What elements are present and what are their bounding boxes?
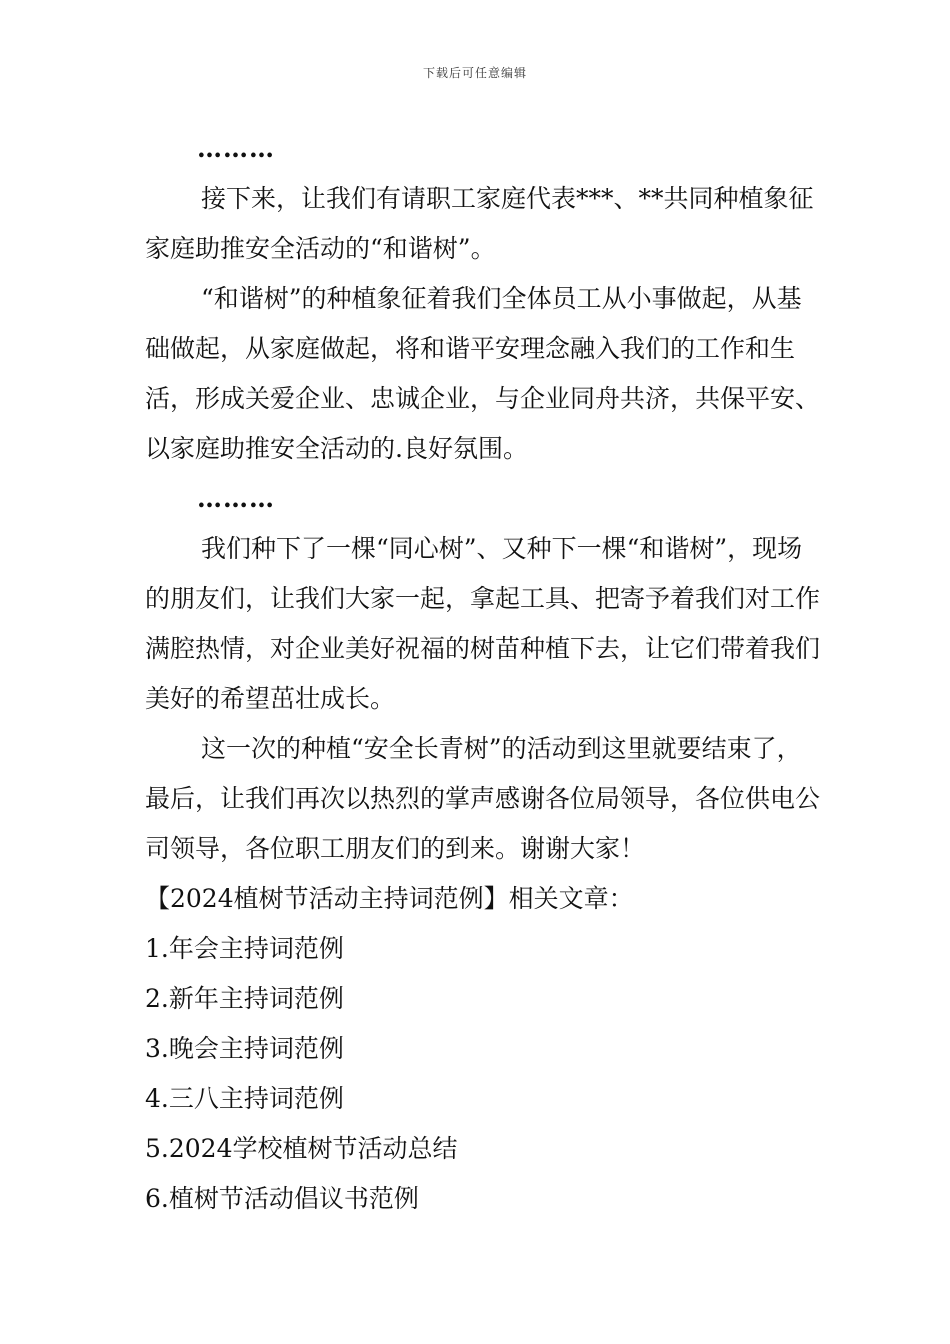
related-article-link[interactable]: 6.植树节活动倡议书范例 <box>145 1184 419 1213</box>
related-article-link[interactable]: 3.晚会主持词范例 <box>145 1034 344 1063</box>
paragraph-1: 接下来，让我们有请职工家庭代表***、**共同种植象征家庭助推安全活动的“和谐树”。 <box>145 184 814 263</box>
paragraph-3: 我们种下了一棵“同心树”、又种下一棵“和谐树”，现场的朋友们，让我们大家一起，拿起工具、把寄予着我们对工作满腔热情，对企业美好祝福的树苗种植下去，让它们带着我们美好的希望茁壮成长。 <box>145 534 821 713</box>
document-body <box>145 124 825 1224</box>
related-article-link[interactable]: 5.2024学校植树节活动总结 <box>145 1134 458 1163</box>
paragraph-2: “和谐树”的种植象征着我们全体员工从小事做起，从基础做起，从家庭做起，将和谐平安理念融入我们的工作和生活，形成关爱企业、忠诚企业，与企业同舟共济，共保平安、以家庭助推安全活动的.良好氛围。 <box>145 284 821 463</box>
paragraph-4: 这一次的种植“安全长青树”的活动到这里就要结束了，最后，让我们再次以热烈的掌声感谢各位局领导，各位供电公司领导，各位职工朋友们的到来。谢谢大家！ <box>145 734 821 863</box>
related-articles-title: 【2024植树节活动主持词范例】相关文章： <box>145 884 634 913</box>
related-article-link[interactable]: 4.三八主持词范例 <box>145 1084 344 1113</box>
page-header: 下载后可任意编辑 <box>422 66 527 80</box>
related-article-link[interactable]: 2.新年主持词范例 <box>145 984 344 1013</box>
ellipsis-divider: ……… <box>197 134 275 163</box>
related-articles-list <box>145 924 825 1224</box>
ellipsis-divider: ……… <box>197 484 275 513</box>
related-article-link[interactable]: 1.年会主持词范例 <box>145 934 344 963</box>
